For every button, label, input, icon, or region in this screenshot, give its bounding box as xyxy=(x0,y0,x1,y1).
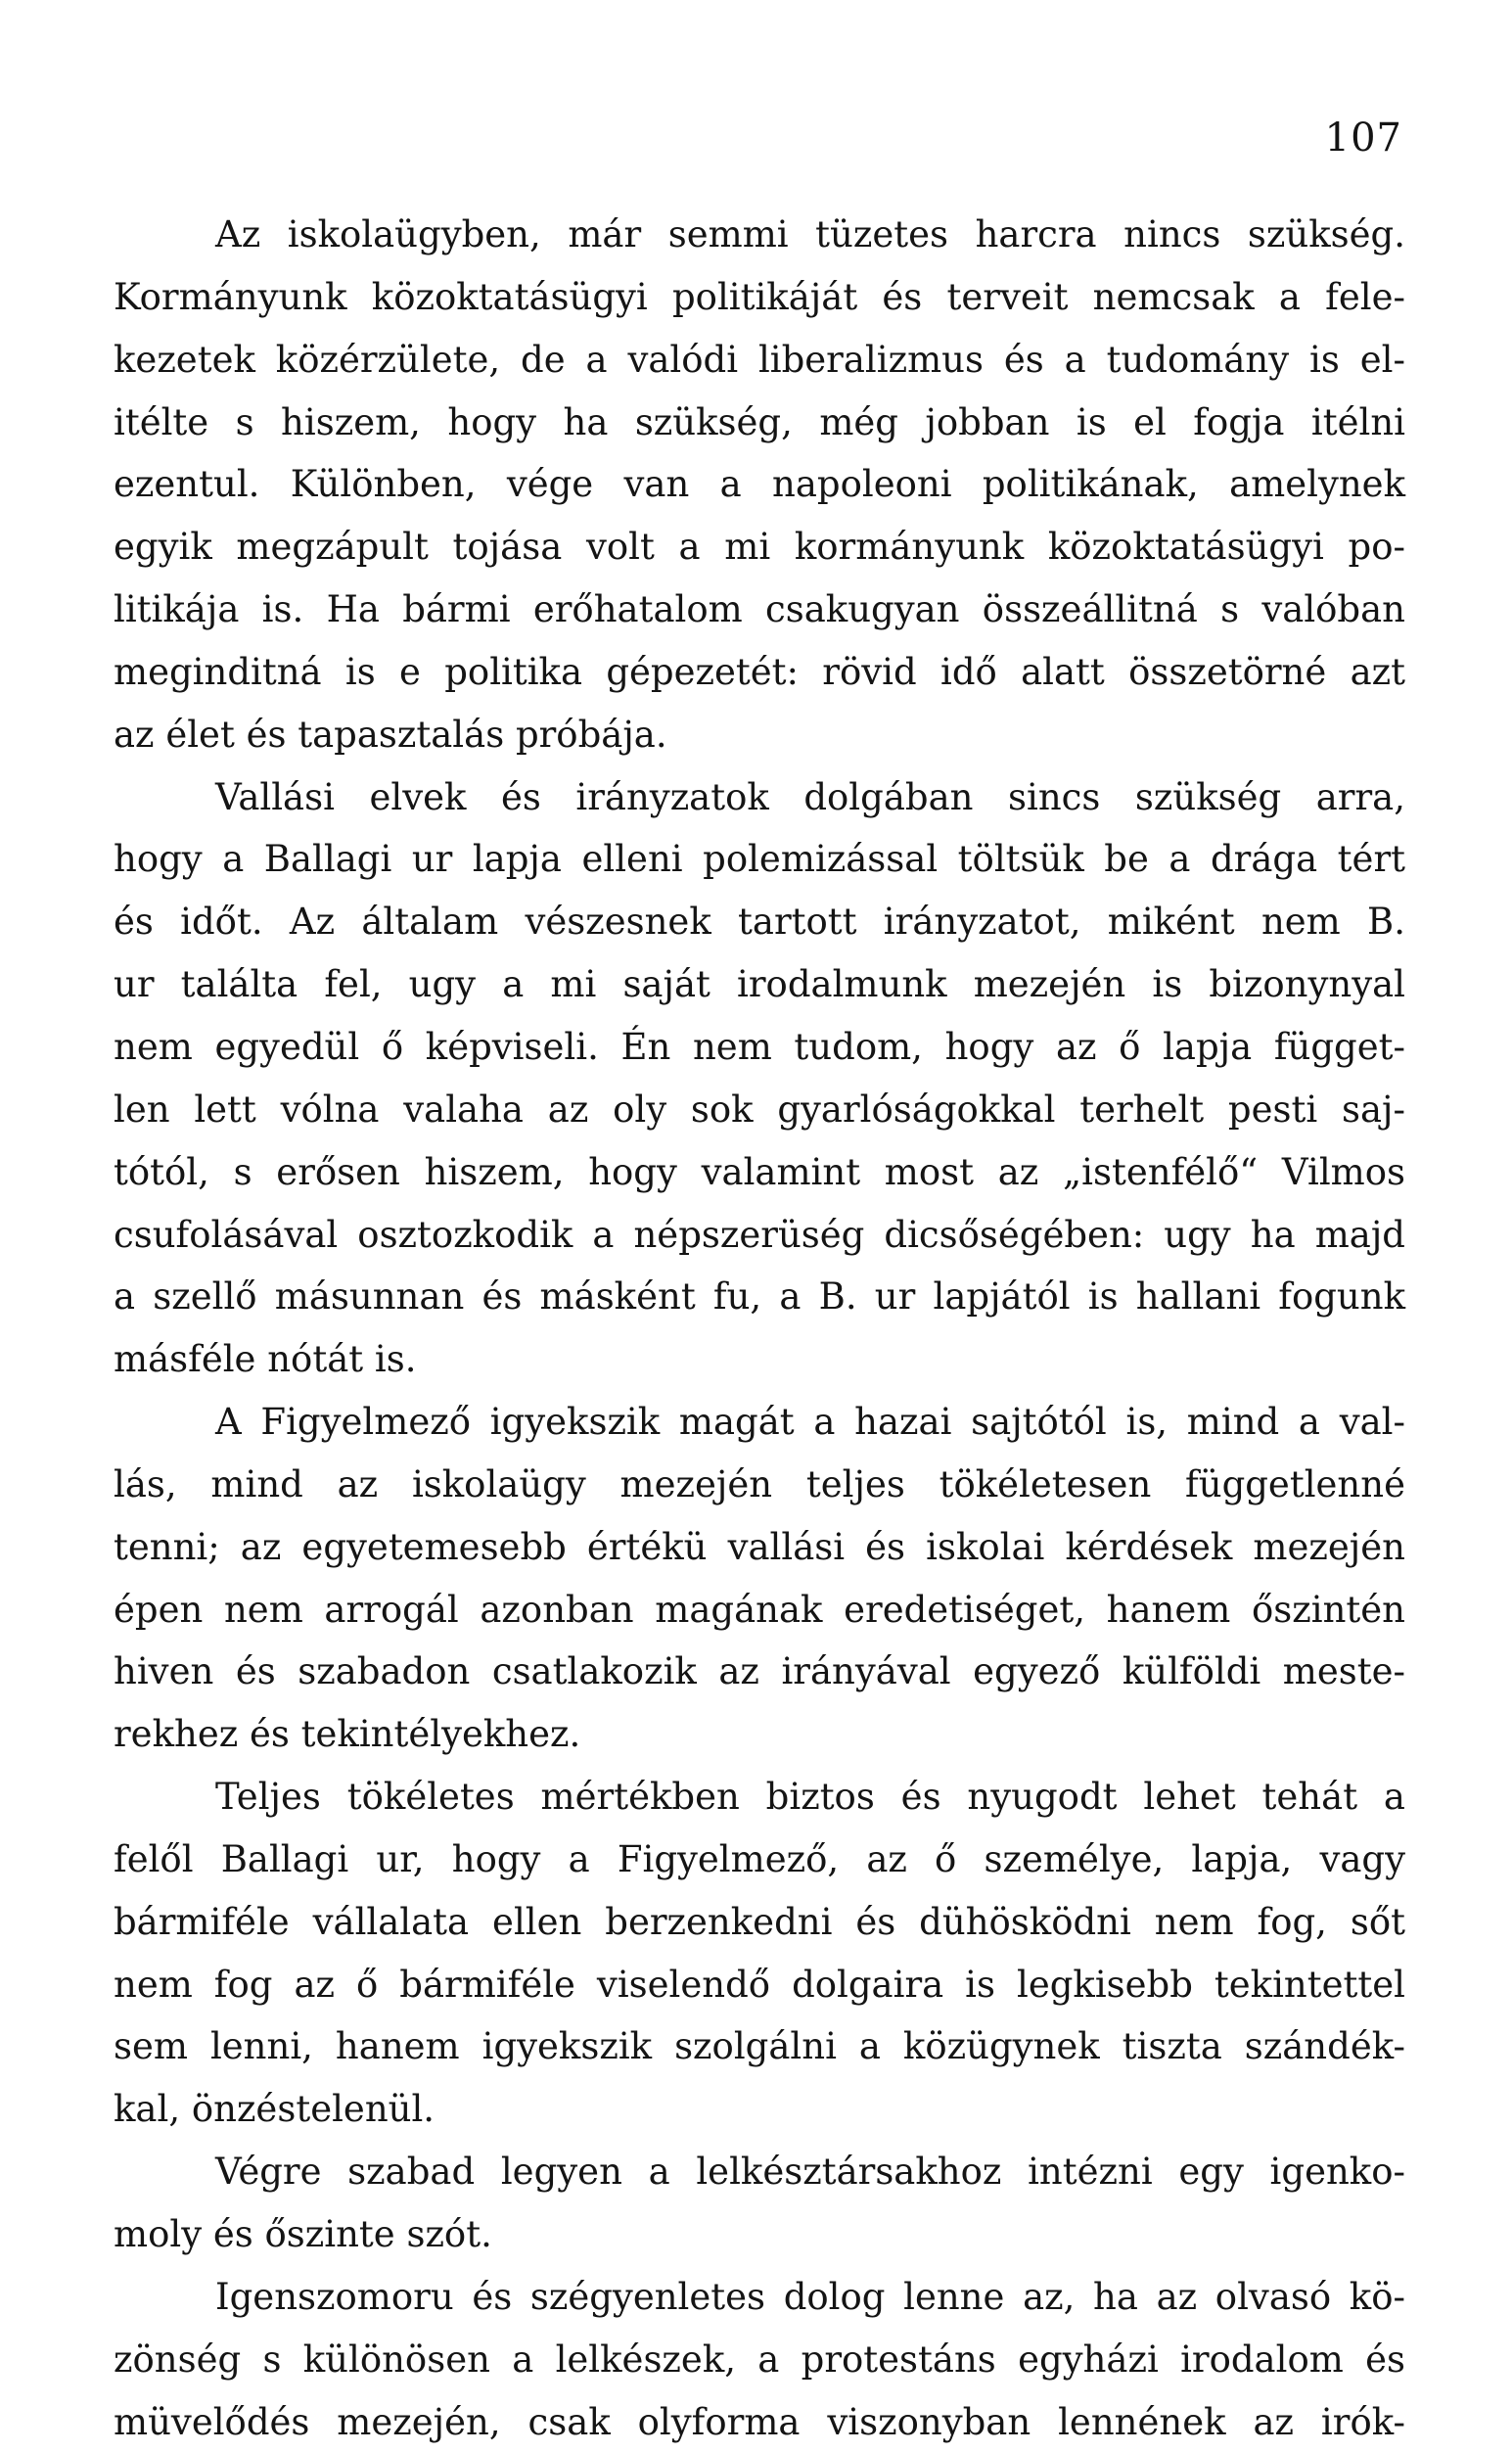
text-line: ur találta fel, ugy a mi saját irodalmunk mezején is bizonynyal xyxy=(114,963,1405,1006)
text-line: egyik megzápult tojása volt a mi kormányunk közoktatásügyi po- xyxy=(114,526,1405,569)
body-text xyxy=(114,204,1405,2453)
page-number: 107 xyxy=(1324,116,1402,161)
text-line: kezetek közérzülete, de a valódi liberalizmus és a tudomány is el- xyxy=(114,338,1405,381)
text-line: rekhez és tekintélyekhez. xyxy=(114,1713,581,1756)
text-line: Vallási elvek és irányzatok dolgában sincs szükség arra, xyxy=(215,775,1405,818)
text-line: épen nem arrogál azonban magának eredetiséget, hanem őszintén xyxy=(114,1588,1405,1631)
text-line: tótól, s erősen hiszem, hogy valamint most az „istenfélő“ Vilmos xyxy=(114,1150,1405,1193)
text-line: nem egyedül ő képviseli. Én nem tudom, hogy az ő lapja függet- xyxy=(114,1025,1405,1068)
text-line: müvelődés mezején, csak olyforma viszonyban lennének az irók- xyxy=(114,2400,1405,2443)
text-line: másféle nótát is. xyxy=(114,1338,417,1381)
text-line: felől Ballagi ur, hogy a Figyelmező, az ő személye, lapja, vagy xyxy=(114,1837,1405,1880)
text-line: bármiféle vállalata ellen berzenkedni és dühösködni nem fog, sőt xyxy=(114,1900,1405,1943)
text-line: tenni; az egyetemesebb értékü vallási és iskolai kérdések mezején xyxy=(114,1525,1405,1568)
text-line: len lett vólna valaha az oly sok gyarlóságokkal terhelt pesti saj- xyxy=(114,1088,1405,1131)
text-line: és időt. Az általam vészesnek tartott irányzatot, miként nem B. xyxy=(114,901,1405,944)
text-line: kal, önzéstelenül. xyxy=(114,2088,435,2131)
text-line: A Figyelmező igyekszik magát a hazai sajtótól is, mind a val- xyxy=(215,1401,1405,1444)
text-line: moly és őszinte szót. xyxy=(114,2213,492,2255)
text-line: litikája is. Ha bármi erőhatalom csakugyan összeállitná s valóban xyxy=(114,588,1405,631)
text-line: a szellő másunnan és másként fu, a B. ur lapjától is hallani fogunk xyxy=(114,1275,1405,1319)
text-line: lás, mind az iskolaügy mezején teljes tökéletesen függetlenné xyxy=(114,1462,1405,1505)
text-line: zönség s különösen a lelkészek, a protestáns egyházi irodalom és xyxy=(114,2337,1405,2381)
text-line: sem lenni, hanem igyekszik szolgálni a közügynek tiszta szándék- xyxy=(114,2025,1405,2068)
text-line: az élet és tapasztalás próbája. xyxy=(114,713,667,756)
text-line: Kormányunk közoktatásügyi politikáját és terveit nemcsak a fele- xyxy=(114,275,1405,318)
text-line: ezentul. Különben, vége van a napoleoni politikának, amelynek xyxy=(114,463,1405,506)
text-line: hogy a Ballagi ur lapja elleni polemizással töltsük be a drága tért xyxy=(114,838,1405,881)
text-line: Az iskolaügyben, már semmi tüzetes harcra nincs szükség. xyxy=(215,213,1405,255)
text-line: nem fog az ő bármiféle viselendő dolgaira is legkisebb tekintettel xyxy=(114,1963,1405,2006)
text-line: hiven és szabadon csatlakozik az irányával egyező külföldi meste- xyxy=(114,1650,1405,1693)
text-line: itélte s hiszem, hogy ha szükség, még jobban is el fogja itélni xyxy=(114,400,1405,443)
text-line: Igenszomoru és szégyenletes dolog lenne az, ha az olvasó kö- xyxy=(215,2275,1405,2318)
text-line: meginditná is e politika gépezetét: rövid idő alatt összetörné azt xyxy=(114,650,1405,693)
text-line: Teljes tökéletes mértékben biztos és nyugodt lehet tehát a xyxy=(215,1776,1405,1819)
text-line: Végre szabad legyen a lelkésztársakhoz intézni egy igenko- xyxy=(215,2151,1405,2194)
text-line: csufolásával osztozkodik a népszerüség dicsőségében: ugy ha majd xyxy=(114,1213,1405,1256)
